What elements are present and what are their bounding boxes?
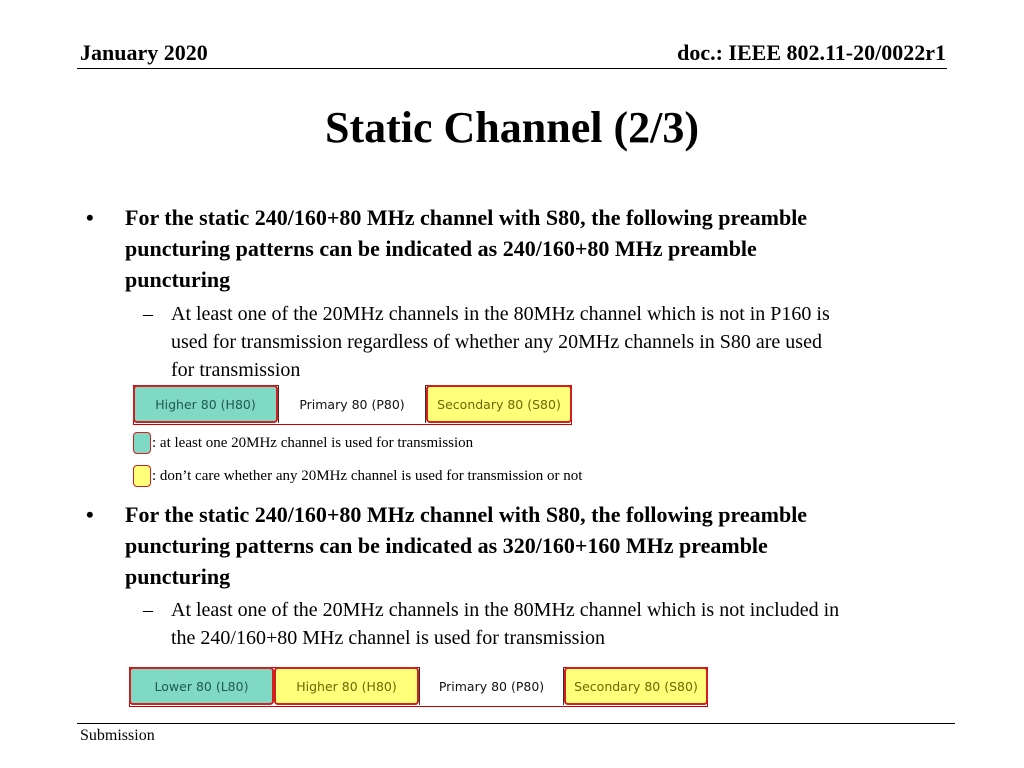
channel-p80: Primary 80 (P80) <box>278 385 426 423</box>
channel-l80: Lower 80 (L80) <box>129 667 274 705</box>
sub-bullet-marker: – <box>143 599 153 621</box>
header-date: January 2020 <box>80 40 208 65</box>
legend-text-yellow: : don’t care whether any 20MHz channel is used for transmission or not <box>152 468 583 484</box>
legend-text-teal: : at least one 20MHz channel is used for transmission <box>152 435 474 451</box>
footer-divider <box>77 723 955 724</box>
bullet-marker: • <box>86 502 94 527</box>
channel-p80: Primary 80 (P80) <box>419 667 564 705</box>
channel-h80: Higher 80 (H80) <box>133 385 278 423</box>
bullet-marker: • <box>86 205 94 230</box>
legend-swatch-teal <box>133 432 151 454</box>
bullet-line: puncturing patterns can be indicated as 320/160+160 MHz preamble <box>125 533 768 558</box>
bullet-line: For the static 240/160+80 MHz channel with S80, the following preamble <box>125 502 808 527</box>
sub-bullet-line: the 240/160+80 MHz channel is used for transmission <box>171 627 605 649</box>
channel-s80: Secondary 80 (S80) <box>426 385 572 423</box>
header-divider <box>77 68 947 69</box>
footer-submission: Submission <box>80 727 155 744</box>
channel-diagram-240 <box>133 385 572 425</box>
channel-s80: Secondary 80 (S80) <box>564 667 708 705</box>
bullet-line: puncturing <box>125 564 231 589</box>
sub-bullet-marker: – <box>143 303 153 325</box>
sub-bullet-line: for transmission <box>171 359 301 381</box>
channel-diagram-320 <box>129 667 708 707</box>
channel-h80: Higher 80 (H80) <box>274 667 419 705</box>
sub-bullet-line: At least one of the 20MHz channels in the 80MHz channel which is not included in <box>171 599 840 621</box>
legend-swatch-yellow <box>133 465 151 487</box>
sub-bullet-line: used for transmission regardless of whether any 20MHz channels in S80 are used <box>171 331 822 353</box>
sub-bullet-line: At least one of the 20MHz channels in the 80MHz channel which is not in P160 is <box>171 303 830 325</box>
slide-title: Static Channel (2/3) <box>325 103 699 152</box>
bullet-line: For the static 240/160+80 MHz channel with S80, the following preamble <box>125 205 808 230</box>
header-doc-id: doc.: IEEE 802.11-20/0022r1 <box>677 40 946 65</box>
bullet-line: puncturing patterns can be indicated as 240/160+80 MHz preamble <box>125 236 757 261</box>
bullet-line: puncturing <box>125 267 231 292</box>
